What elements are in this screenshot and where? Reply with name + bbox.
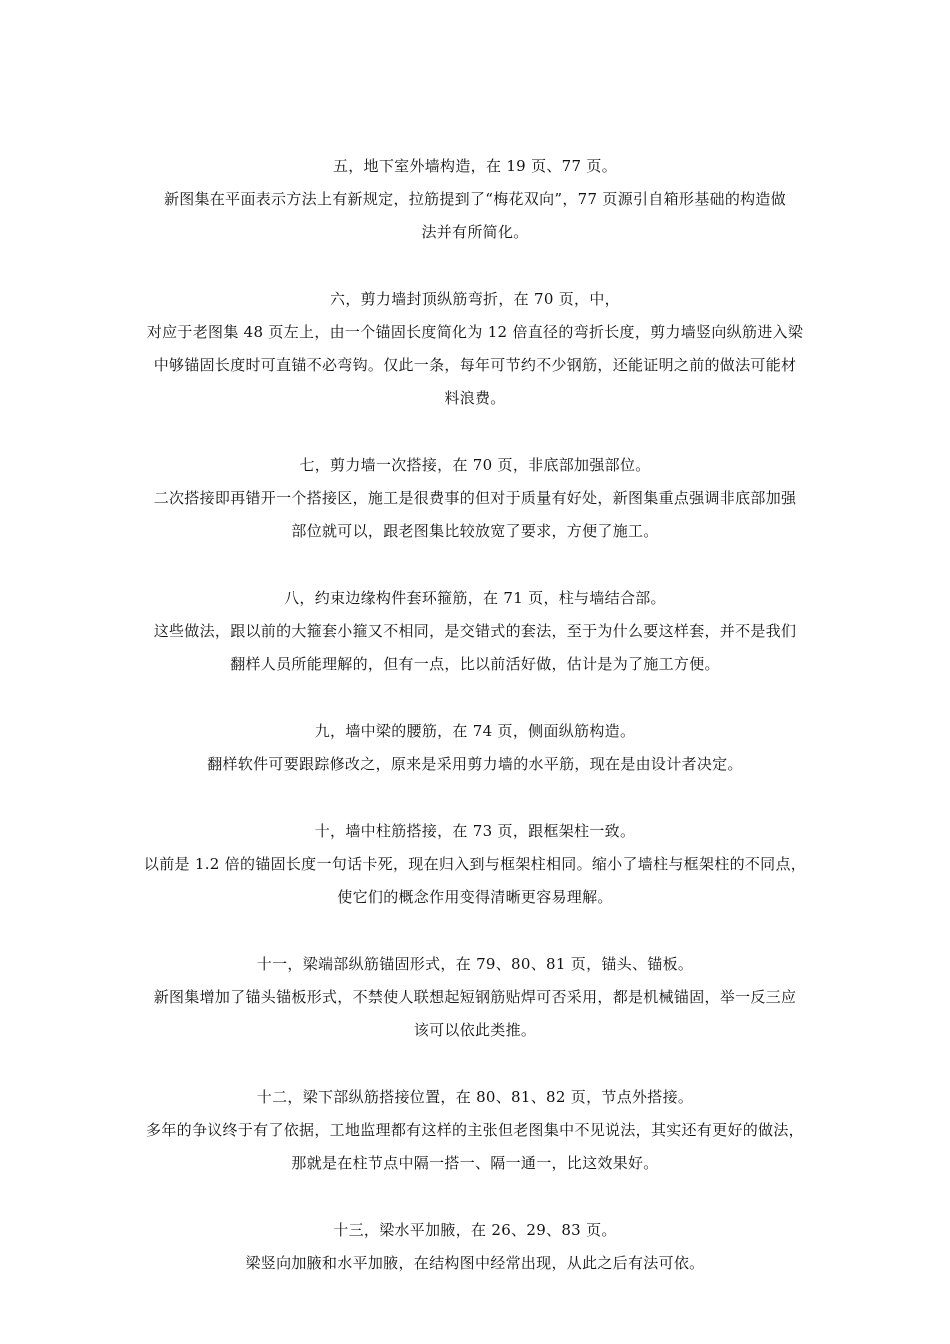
section-heading: 十二，梁下部纵筋搭接位置，在 80、81、82 页，节点外搭接。 bbox=[256, 1088, 694, 1106]
section-6 bbox=[0, 283, 950, 415]
section-text-line: 这些做法，跟以前的大箍套小箍又不相同，是交错式的套法，至于为什么要这样套，并不是我们 bbox=[153, 622, 797, 640]
section-text-line: 法并有所简化。 bbox=[421, 223, 529, 241]
section-text-line: 使它们的概念作用变得清晰更容易理解。 bbox=[337, 888, 613, 906]
section-heading: 十，墙中柱筋搭接，在 73 页，跟框架柱一致。 bbox=[314, 822, 636, 840]
section-text-line: 翻样软件可要跟踪修改之，原来是采用剪力墙的水平筋，现在是由设计者决定。 bbox=[207, 755, 743, 773]
section-heading: 七，剪力墙一次搭接，在 70 页，非底部加强部位。 bbox=[299, 456, 651, 474]
section-7 bbox=[0, 449, 950, 548]
section-text-line: 新图集在平面表示方法上有新规定，拉筋提到了“梅花双向”，77 页源引自箱形基础的构造做 bbox=[163, 190, 787, 208]
section-text-line: 部位就可以，跟老图集比较放宽了要求，方便了施工。 bbox=[291, 522, 659, 540]
section-text-line: 该可以依此类推。 bbox=[413, 1021, 537, 1039]
section-text-line: 中够锚固长度时可直锚不必弯钩。仅此一条，每年可节约不少钢筋，还能证明之前的做法可能材 bbox=[153, 356, 797, 374]
section-8 bbox=[0, 582, 950, 681]
section-heading: 十一，梁端部纵筋锚固形式，在 79、80、81 页，锚头、锚板。 bbox=[256, 955, 694, 973]
section-text-line: 以前是 1.2 倍的锚固长度一句话卡死，现在归入到与框架柱相同。缩小了墙柱与框架柱的不同点， bbox=[143, 855, 807, 873]
section-10 bbox=[0, 815, 950, 914]
section-text-line: 对应于老图集 48 页左上，由一个锚固长度简化为 12 倍直径的弯折长度，剪力墙竖向纵筋进入梁 bbox=[146, 323, 804, 341]
section-heading: 五，地下室外墙构造，在 19 页、77 页。 bbox=[332, 157, 618, 175]
section-13 bbox=[0, 1214, 950, 1280]
section-heading: 八，约束边缘构件套环箍筋，在 71 页，柱与墙结合部。 bbox=[284, 589, 666, 607]
section-text-line: 料浪费。 bbox=[444, 389, 506, 407]
section-text-line: 那就是在柱节点中隔一搭一、隔一通一，比这效果好。 bbox=[291, 1154, 659, 1172]
section-text-line: 二次搭接即再错开一个搭接区，施工是很费事的但对于质量有好处，新图集重点强调非底部加强 bbox=[153, 489, 797, 507]
section-heading: 九，墙中梁的腰筋，在 74 页，侧面纵筋构造。 bbox=[314, 722, 636, 740]
section-text-line: 多年的争议终于有了依据，工地监理都有这样的主张但老图集中不见说法，其实还有更好的做法， bbox=[146, 1121, 804, 1139]
section-text-line: 梁竖向加腋和水平加腋，在结构图中经常出现，从此之后有法可依。 bbox=[245, 1254, 705, 1272]
section-5 bbox=[0, 150, 950, 249]
section-heading: 六，剪力墙封顶纵筋弯折，在 70 页，中， bbox=[330, 290, 620, 308]
section-text-line: 翻样人员所能理解的，但有一点，比以前活好做，估计是为了施工方便。 bbox=[230, 655, 720, 673]
section-12 bbox=[0, 1081, 950, 1180]
section-9 bbox=[0, 715, 950, 781]
section-heading: 十三，梁水平加腋，在 26、29、83 页。 bbox=[333, 1221, 617, 1239]
section-text-line: 新图集增加了锚头锚板形式，不禁使人联想起短钢筋贴焊可否采用，都是机械锚固，举一反三应 bbox=[153, 988, 797, 1006]
section-11 bbox=[0, 948, 950, 1047]
